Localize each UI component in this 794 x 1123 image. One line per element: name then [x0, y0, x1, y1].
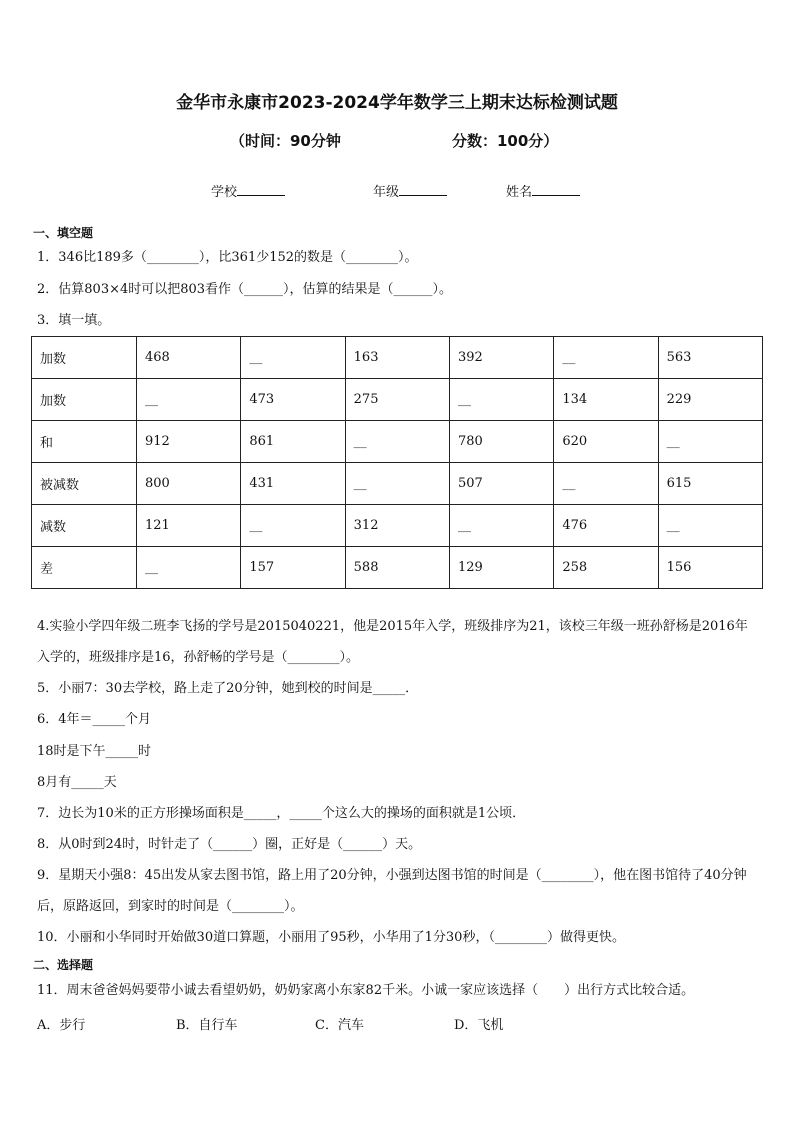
option-a[interactable]: A．步行 [37, 1018, 86, 1033]
table-cell: __ [658, 505, 762, 547]
table-cell: __ [345, 463, 449, 505]
table-row [32, 463, 763, 505]
table-cell: 和 [32, 421, 137, 463]
table-cell: 229 [658, 379, 762, 421]
table-cell: 620 [554, 421, 658, 463]
school-label: 学校 [211, 185, 238, 200]
table-cell: 912 [137, 421, 241, 463]
exam-score: 分数：100分） [452, 132, 559, 150]
table-row [32, 421, 763, 463]
table-row [32, 379, 763, 421]
question-6a: 6．4年＝_____个月 [37, 712, 152, 727]
school-blank[interactable] [237, 183, 285, 196]
table-cell: 468 [137, 337, 241, 379]
table-cell: 563 [658, 337, 762, 379]
table-row [32, 337, 763, 379]
question-6b: 18时是下午_____时 [37, 744, 152, 759]
table-cell: 615 [658, 463, 762, 505]
table-cell: __ [449, 379, 553, 421]
table-cell: 507 [449, 463, 553, 505]
table-cell: 156 [658, 547, 762, 589]
fill-table [31, 336, 763, 589]
table-cell: 157 [241, 547, 345, 589]
question-8: 8．从0时到24时，时针走了（______）圈，正好是（______）天。 [37, 837, 422, 852]
table-cell: __ [345, 421, 449, 463]
question-3: 3．填一填。 [37, 313, 111, 328]
table-cell: 476 [554, 505, 658, 547]
question-5: 5．小丽7：30去学校，路上走了20分钟，她到校的时间是_____． [37, 681, 419, 696]
table-row [32, 505, 763, 547]
option-b[interactable]: B．自行车 [176, 1018, 238, 1033]
table-cell: 减数 [32, 505, 137, 547]
table-row [32, 547, 763, 589]
school-field [211, 181, 285, 200]
table-cell: 134 [554, 379, 658, 421]
table-cell: 588 [345, 547, 449, 589]
table-cell: __ [137, 547, 241, 589]
table-cell: 258 [554, 547, 658, 589]
table-cell: 差 [32, 547, 137, 589]
table-cell: 800 [137, 463, 241, 505]
grade-blank[interactable] [399, 183, 447, 196]
table-cell: 861 [241, 421, 345, 463]
name-blank[interactable] [532, 183, 580, 196]
table-cell: 473 [241, 379, 345, 421]
table-cell: 312 [345, 505, 449, 547]
table-cell: 431 [241, 463, 345, 505]
table-cell: 392 [449, 337, 553, 379]
question-2: 2．估算803×4时可以把803看作（______），估算的结果是（______）。 [37, 282, 453, 297]
name-field [506, 181, 580, 200]
page-title: 金华市永康市2023-2024学年数学三上期末达标检测试题 [176, 93, 618, 113]
table-cell: 275 [345, 379, 449, 421]
question-7: 7．边长为10米的正方形操场面积是_____，_____个这么大的操场的面积就是1公顷． [37, 806, 526, 821]
grade-label: 年级 [373, 185, 400, 200]
question-1: 1．346比189多（________），比361少152的数是（________）。 [37, 250, 418, 265]
table-cell: __ [241, 337, 345, 379]
table-cell: __ [658, 421, 762, 463]
question-10: 10．小丽和小华同时开始做30道口算题，小丽用了95秒，小华用了1分30秒，（________）做得更快。 [37, 930, 625, 945]
table-cell: __ [554, 463, 658, 505]
table-cell: __ [241, 505, 345, 547]
section-choice-heading: 二、选择题 [33, 958, 94, 972]
question-4: 4.实验小学四年级二班李飞扬的学号是2015040221，他是2015年入学，班级排序为21，该校三年级一班孙舒杨是2016年入学的，班级排序是16，孙舒畅的学号是（________）。 [37, 619, 748, 665]
table-cell: 被减数 [32, 463, 137, 505]
table-cell: __ [554, 337, 658, 379]
table-cell: __ [137, 379, 241, 421]
question-9: 9．星期天小强8：45出发从家去图书馆，路上用了20分钟，小强到达图书馆的时间是（________），他在图书馆待了40分钟后，原路返回，到家时的时间是（________）。 [37, 868, 747, 914]
section-fill-heading: 一、填空题 [33, 226, 94, 240]
exam-time: （时间：90分钟 [230, 132, 341, 150]
table-cell: 加数 [32, 379, 137, 421]
name-label: 姓名 [506, 185, 533, 200]
table-cell: 163 [345, 337, 449, 379]
option-c[interactable]: C．汽车 [315, 1018, 364, 1033]
question-11: 11．周末爸爸妈妈要带小诚去看望奶奶，奶奶家离小东家82千米。小诚一家应该选择（ ）出行方式比较合适。 [37, 983, 695, 998]
table-cell: 129 [449, 547, 553, 589]
question-6c: 8月有_____天 [37, 775, 117, 790]
table-cell: 121 [137, 505, 241, 547]
table-cell: 780 [449, 421, 553, 463]
grade-field [373, 181, 447, 200]
table-cell: 加数 [32, 337, 137, 379]
option-d[interactable]: D．飞机 [454, 1018, 504, 1033]
table-cell: __ [449, 505, 553, 547]
